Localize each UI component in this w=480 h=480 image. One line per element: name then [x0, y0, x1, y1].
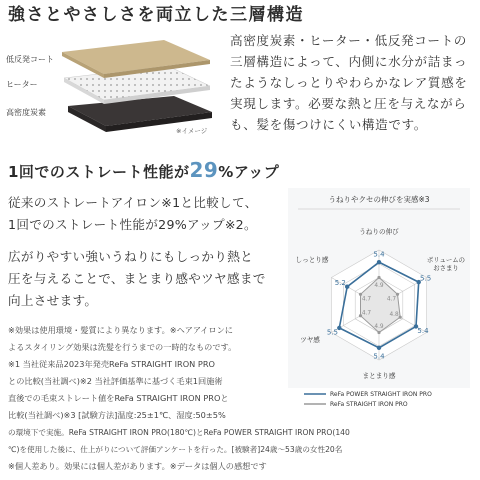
data-label-power: 5.2: [334, 279, 346, 288]
data-point-standard: [396, 293, 399, 296]
data-point-power: [377, 260, 381, 264]
footnote-line: 比較(当社調べ)※3 [試験方法]温度:25±1℃、湿度:50±5%: [8, 410, 226, 420]
axis-label-upper-right-1: ボリュームの: [426, 256, 466, 264]
performance-heading-prefix: 1回でのストレート性能が: [8, 163, 190, 181]
description-line: も、髪を傷つけにくい構造です。: [230, 117, 427, 132]
coating-layer: [62, 40, 210, 78]
axis-label-upper-right-2: おさまり: [433, 264, 459, 272]
axis-label-lower-left: ツヤ感: [300, 336, 320, 344]
data-label-power: 5.4: [373, 250, 385, 259]
data-label-standard: 4.7: [386, 296, 397, 303]
axis-label-bottom: まとまり感: [362, 372, 396, 380]
structure-description: [230, 30, 478, 135]
performance-value: 29: [189, 158, 219, 182]
paragraph-line: 従来のストレートアイロン※1と比較して、: [8, 195, 258, 210]
effect-paragraph: [8, 246, 288, 312]
layer-label-carbon: 高密度炭素: [6, 108, 46, 117]
data-label-standard: 4.7: [361, 296, 372, 303]
paragraph-line: 圧を与えることで、まとまり感やツヤ感まで: [8, 271, 266, 286]
footnote-line: ※効果は使用環境・髪質により異なります。※ヘアアイロンに: [8, 325, 233, 335]
footnote-line: ℃)を使用した後に、仕上がりについて評価アンケートを行った。[被験者]24歳～53歳の女性20名: [8, 445, 343, 454]
comparison-paragraph: [8, 192, 288, 236]
data-point-power: [377, 346, 381, 350]
legend-label-standard: ReFa STRAIGHT IRON PRO: [330, 401, 408, 408]
chart-title: うねりやクセの伸びを実感※3: [328, 195, 430, 204]
performance-heading: [8, 158, 279, 182]
radar-chart: [288, 188, 470, 388]
data-label-power: 5.5: [420, 274, 432, 283]
performance-heading-suffix: %アップ: [218, 163, 280, 181]
layer-label-coating: 低反発コート: [6, 55, 54, 64]
footnote-line: の環境下で実施。ReFa STRAIGHT IRON PRO(180℃)とReFa POWER STRAIGHT IRON PRO(140: [8, 428, 350, 437]
paragraph-line: 向上させます。: [8, 293, 98, 308]
axis-label-upper-left: しっとり感: [295, 256, 329, 264]
data-label-power: 5.4: [417, 326, 429, 335]
chart-legend: [288, 388, 470, 416]
data-label-standard: 4.7: [361, 310, 372, 317]
paragraph-line: 1回でのストレート性能が29%アップ※2。: [8, 217, 257, 232]
paragraph-line: 広がりやすい強いうねりにもしっかり熱と: [8, 249, 253, 264]
description-line: 高密度炭素・ヒーター・低反発コートの: [230, 33, 467, 48]
legend-label-power: ReFa POWER STRAIGHT IRON PRO: [330, 391, 432, 398]
description-line: 三層構造によって、内側に水分が詰まっ: [230, 54, 468, 69]
footnote-line: 直後での毛束ストレート値をReFa STRAIGHT IRON PROと: [8, 393, 229, 403]
data-label-power: 5.5: [326, 328, 338, 337]
data-label-power: 5.4: [373, 352, 385, 361]
data-label-standard: 4.9: [374, 324, 384, 330]
data-point-standard: [377, 331, 380, 334]
layer-label-heater: ヒーター: [6, 80, 38, 89]
data-point-standard: [399, 316, 402, 319]
data-label-standard: 4.8: [389, 312, 399, 319]
description-line: たようなしっとりやわらかなレア質感を: [230, 75, 468, 90]
footnote-line: ※個人差あり。効果には個人差があります。※データは個人の感想です: [8, 461, 267, 471]
page-heading: 強さとやさしさを両立した三層構造: [8, 5, 304, 25]
footnote-line: よるスタイリング効果は洗髪を行うまでの一時的なものです。: [8, 342, 237, 352]
description-line: 実現します。必要な熱と圧を与えながら: [230, 96, 467, 111]
footnote-line: ※1 当社従来品2023年発売ReFa STRAIGHT IRON PRO: [8, 359, 215, 369]
axis-label-top: うねりの伸び: [359, 228, 399, 236]
image-note: ※イメージ: [176, 127, 208, 135]
radar-chart-panel: [288, 188, 470, 388]
data-label-standard: 4.9: [374, 283, 384, 289]
data-point-standard: [377, 276, 380, 279]
footnote-line: との比較(当社調べ)※2 当社評価基準に基づく毛束1回施術: [8, 376, 223, 386]
